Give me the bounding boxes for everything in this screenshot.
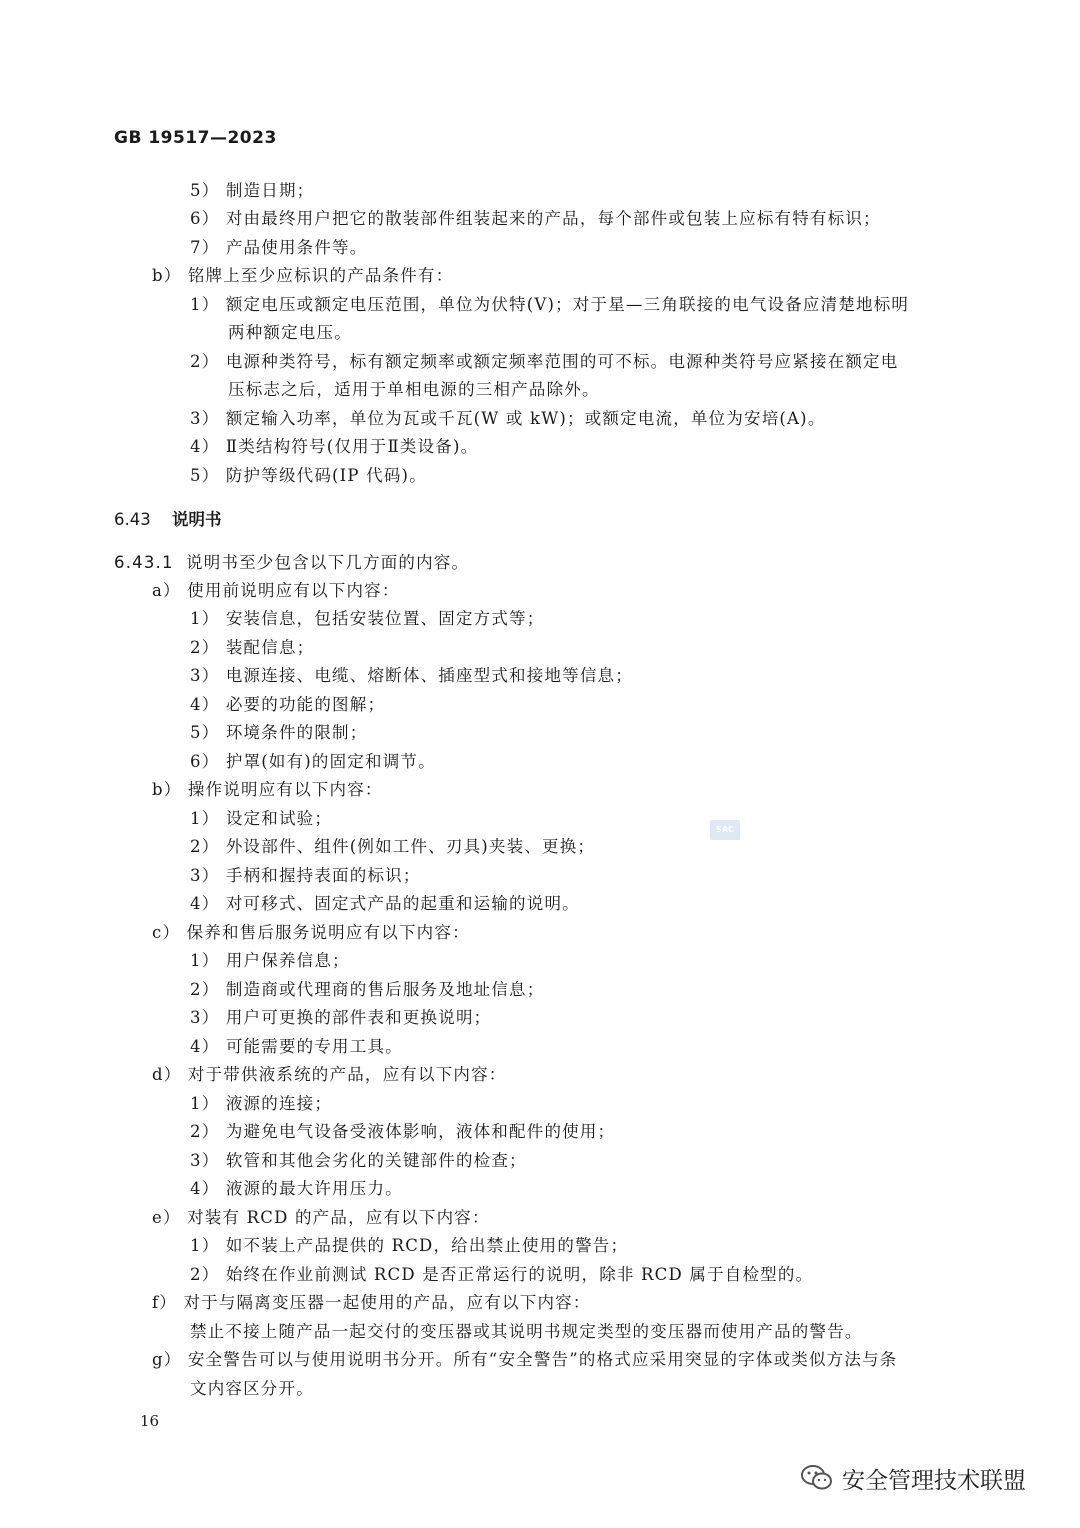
- item-1-voltage: 1） 额定电压或额定电压范围，单位为伏特(V)；对于星—三角联接的电气设备应清楚地标明: [190, 295, 910, 314]
- subsection-6-43-1: [114, 553, 469, 573]
- list-a-6: 6） 护罩(如有)的固定和调节。: [190, 752, 436, 771]
- section-number: 6.43: [114, 510, 151, 529]
- list-e-1: 1） 如不装上产品提供的 RCD，给出禁止使用的警告；: [190, 1236, 629, 1255]
- list-c-3: 3） 用户可更换的部件表和更换说明；: [190, 1008, 492, 1027]
- item-2-power-symbol-cont: 压标志之后，适用于单相电源的三相产品除外。: [228, 380, 600, 399]
- item-2-power-symbol: 2） 电源种类符号，标有额定频率或额定频率范围的可不标。电源种类符号应紧接在额定电: [190, 352, 899, 371]
- wechat-icon: [800, 1463, 834, 1493]
- list-b-2: 2） 外设部件、组件(例如工件、刃具)夹装、更换；: [190, 837, 596, 856]
- item-6-marking: 6） 对由最终用户把它的散装部件组装起来的产品，每个部件或包装上应标有特有标识；: [190, 209, 881, 228]
- item-1-voltage-cont: 两种额定电压。: [228, 323, 352, 342]
- list-c-4: 4） 可能需要的专用工具。: [190, 1037, 403, 1056]
- item-b-nameplate: b） 铭牌上至少应标识的产品条件有：: [152, 266, 454, 285]
- item-4-class-ii: 4） Ⅱ类结构符号(仅用于Ⅱ类设备)。: [190, 437, 479, 456]
- list-a-5: 5） 环境条件的限制；: [190, 723, 368, 742]
- subsection-number: 6.43.1: [114, 553, 174, 572]
- list-e-2: 2） 始终在作业前测试 RCD 是否正常运行的说明，除非 RCD 属于自检型的。: [190, 1265, 814, 1284]
- list-a-4: 4） 必要的功能的图解；: [190, 695, 386, 714]
- list-d-2: 2） 为避免电气设备受液体影响，液体和配件的使用；: [190, 1122, 616, 1141]
- list-c-1: 1） 用户保养信息；: [190, 951, 350, 970]
- item-7-conditions: 7） 产品使用条件等。: [190, 238, 368, 257]
- sac-watermark: SAC: [710, 820, 740, 840]
- section-title: 说明书: [172, 510, 222, 529]
- list-b: b） 操作说明应有以下内容：: [152, 780, 383, 799]
- list-g-cont: 文内容区分开。: [190, 1379, 314, 1398]
- list-f: f） 对于与隔离变压器一起使用的产品，应有以下内容：: [152, 1293, 591, 1312]
- subsection-text: 说明书至少包含以下几方面的内容。: [186, 553, 470, 572]
- list-d-3: 3） 软管和其他会劣化的关键部件的检查；: [190, 1151, 527, 1170]
- list-a-2: 2） 装配信息；: [190, 638, 315, 657]
- list-g: g） 安全警告可以与使用说明书分开。所有“安全警告”的格式应采用突显的字体或类似方法与条: [152, 1350, 898, 1369]
- list-a: a） 使用前说明应有以下内容：: [152, 581, 400, 600]
- standard-number-header: GB 19517—2023: [114, 128, 277, 148]
- list-f-text: 禁止不接上随产品一起交付的变压器或其说明书规定类型的变压器而使用产品的警告。: [190, 1322, 863, 1341]
- page-number: 16: [140, 1412, 160, 1430]
- list-b-1: 1） 设定和试验；: [190, 809, 333, 828]
- item-3-input-power: 3） 额定输入功率，单位为瓦或千瓦(W 或 kW)；或额定电流，单位为安培(A)。: [190, 409, 826, 428]
- list-b-4: 4） 对可移式、固定式产品的起重和运输的说明。: [190, 894, 580, 913]
- list-d-1: 1） 液源的连接；: [190, 1094, 333, 1113]
- list-d: d） 对于带供液系统的产品，应有以下内容：: [152, 1065, 507, 1084]
- item-5-ip-code: 5） 防护等级代码(IP 代码)。: [190, 466, 427, 485]
- list-b-3: 3） 手柄和握持表面的标识；: [190, 866, 421, 885]
- item-5-date: 5） 制造日期；: [190, 181, 315, 200]
- section-heading: [114, 510, 222, 530]
- list-d-4: 4） 液源的最大许用压力。: [190, 1179, 403, 1198]
- list-c-2: 2） 制造商或代理商的售后服务及地址信息；: [190, 980, 545, 999]
- list-e: e） 对装有 RCD 的产品，应有以下内容：: [152, 1208, 490, 1227]
- list-a-1: 1） 安装信息，包括安装位置、固定方式等；: [190, 609, 545, 628]
- list-c: c） 保养和售后服务说明应有以下内容：: [152, 923, 470, 942]
- wechat-brand: [800, 1458, 1026, 1498]
- brand-name: 安全管理技术联盟: [842, 1467, 1026, 1494]
- list-a-3: 3） 电源连接、电缆、熔断体、插座型式和接地等信息；: [190, 666, 633, 685]
